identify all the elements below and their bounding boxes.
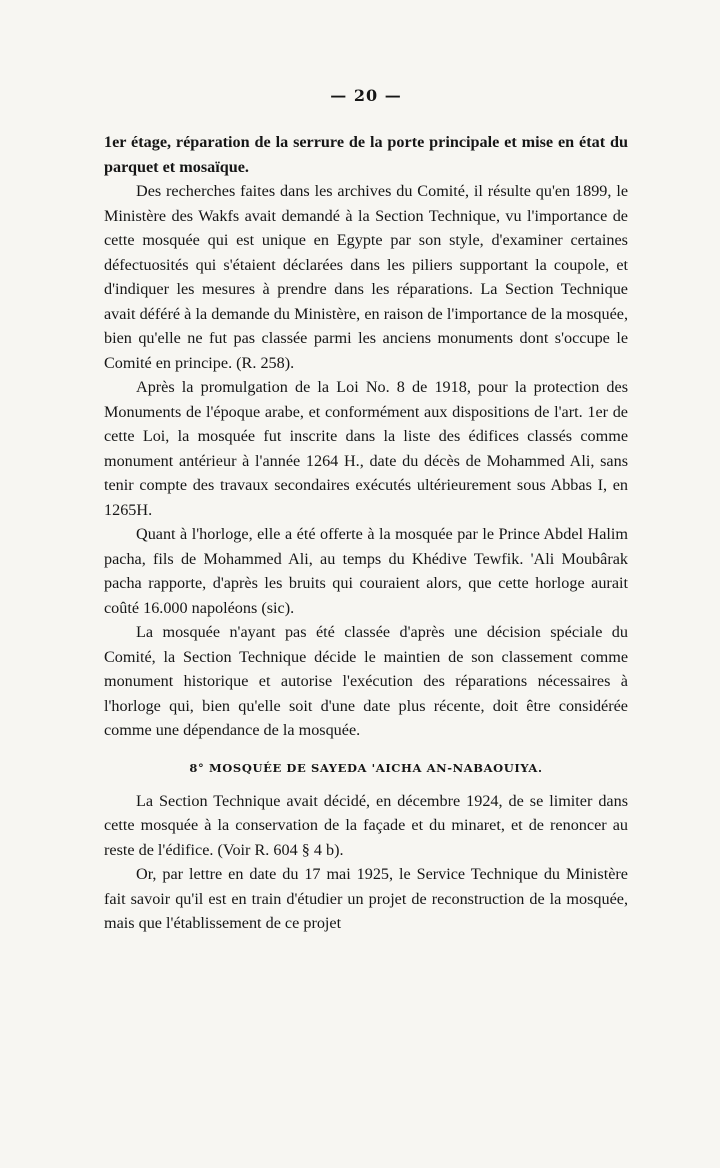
document-page [0,86,720,1168]
section-paragraph-2: Or, par lettre en date du 17 mai 1925, le Service Technique du Ministère fait savoir qu'il est en train d'étudier un projet de reconstruction de la mosquée, mais que l'établissement de ce projet [104,865,628,932]
paragraph-2: Des recherches faites dans les archives du Comité, il résulte qu'en 1899, le Ministère des Wakfs avait demandé à la Section Technique, vu l'importance de cette mosquée qui est unique en Egypte par son style, d'examiner certaines défectuosités qui s'étaient déclarées dans les piliers supportant la coupole, et d'indiquer les mesures à prendre dans les réparations. La Section Technique avait déféré à la demande du Ministère, en raison de l'importance de la mosquée, bien qu'elle ne fut pas classée parmi les anciens monuments dont s'occupe le Comité en principe. (R. 258). [104,182,628,372]
page-number: — 20 — [330,86,402,105]
paragraph-5: La mosquée n'ayant pas été classée d'après une décision spéciale du Comité, la Section Technique décide le maintien de son classement comme monument historique et autorise l'exécution des réparations nécessaires à l'horloge qui, bien qu'elle soit d'une date plus récente, doit être considérée comme une dépendance de la mosquée. [104,623,628,739]
section-paragraph-1: La Section Technique avait décidé, en décembre 1924, de se limiter dans cette mosquée à la conservation de la façade et du minaret, et de renoncer au reste de l'édifice. (Voir R. 604 § 4 b). [104,791,628,859]
paragraph-4: Quant à l'horloge, elle a été offerte à la mosquée par le Prince Abdel Halim pacha, fils de Mohammed Ali, au temps du Khédive Tewfik. 'Ali Moubârak pacha rapporte, d'après les bruits qui couraient alors, que cette horloge aurait coûté 16.000 napoléons (sic). [104,525,628,617]
section-heading: 8° MOSQUÉE DE SAYEDA 'AICHA AN-NABAOUIYA. [189,760,543,775]
document-body [104,130,628,936]
paragraph-3: Après la promulgation de la Loi No. 8 de 1918, pour la protection des Monuments de l'époque arabe, et conformément aux dispositions de l'art. 1er de cette Loi, la mosquée fut inscrite dans la liste des édifices classés comme monument antérieur à l'année 1264 H., date du décès de Mohammed Ali, sans tenir compte des travaux secondaires exécutés ultérieurement sous Abbas I, en 1265H. [104,378,628,519]
paragraph-1: 1er étage, réparation de la serrure de la porte principale et mise en état du parquet et mosaïque. [104,133,628,176]
